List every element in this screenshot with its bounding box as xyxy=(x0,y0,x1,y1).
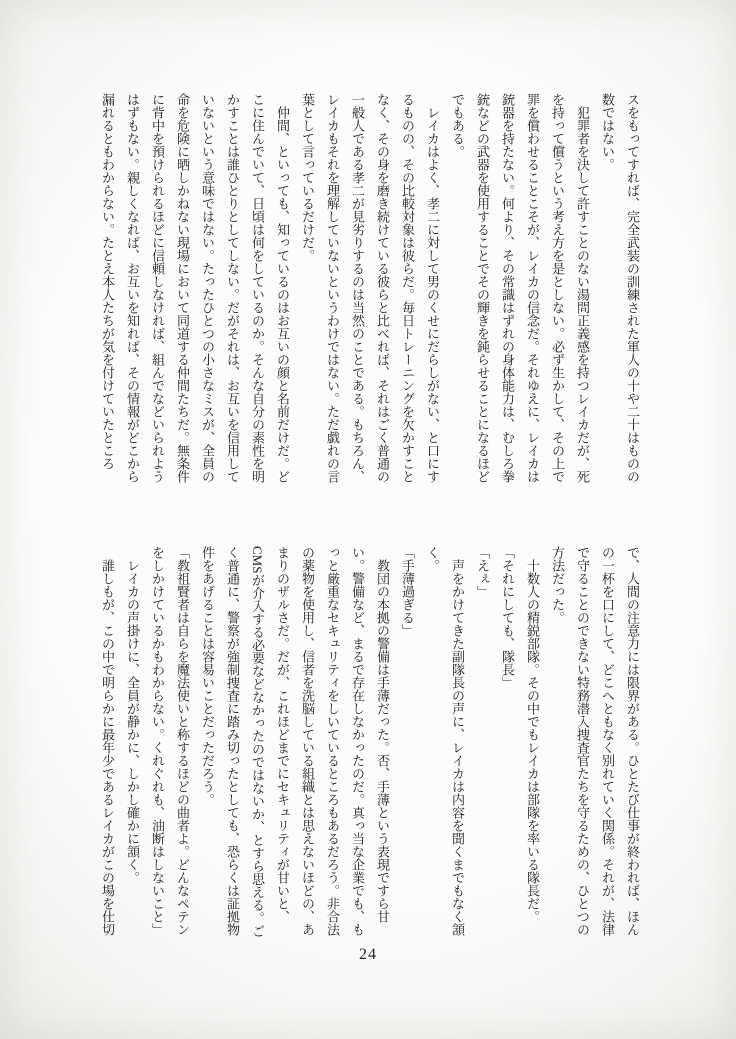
text-column: の一杯を口にして、どこへともなく別れていく関係。それが、法律 xyxy=(600,546,615,936)
text-column: に背中を預けられるほどに信頼しなければ、組んでなどいられよう xyxy=(150,93,165,483)
text-column: 「教祖賢者は自らを魔法使いと称するほどの曲者よ。どんなペテン xyxy=(175,546,190,936)
text-column: でもある。 xyxy=(450,93,465,158)
text-column: スをもってすれば、完全武装の訓練された軍人の十や二十はものの xyxy=(625,93,640,483)
text-column: レイカはよく、孝二に対して男のくせにだらしがない、と口にす xyxy=(425,93,440,483)
text-column: 教団の本拠の警備は手薄だった。否、手薄という表現ですら甘 xyxy=(375,546,390,923)
text-column: CMSが介入する必要などなかったのではないか、とすら思える。ご xyxy=(250,546,265,938)
text-column: 罪を償わせることこそが、レイカの信念だ。それゆえに、レイカは xyxy=(525,93,540,483)
text-column: 一般人である孝二が見劣りするのは当然のことである。もちろん、 xyxy=(350,93,365,483)
text-column: をしかけているかもわからない。くれぐれも、油断はしないこと」 xyxy=(150,546,165,936)
text-column: の薬物を使用し、信者を洗脳している組織とは思えないほどの、あ xyxy=(300,546,315,936)
text-column: かすことは誰ひとりとしてしない。だがそれは、お互いを信用して xyxy=(225,93,240,483)
text-column: い。警備など、まるで存在しなかったのだ。真っ当な企業でも、も xyxy=(350,546,365,936)
text-column: 銃器を持たない。何より、その常識はずれの身体能力は、むしろ拳 xyxy=(500,93,515,483)
text-column: こに住んでいて、日頃は何をしているのか。そんな自分の素性を明 xyxy=(250,93,265,483)
text-column: 銃などの武器を使用することでその輝きを鈍らせることになるほど xyxy=(475,93,490,483)
text-column: 声をかけてきた副隊長の声に、レイカは内容を聞くまでもなく頷 xyxy=(450,546,465,936)
text-column: で、人間の注意力には限界がある。ひとたび仕事が終われば、ほん xyxy=(625,546,640,936)
text-column: を持って償うという考え方を是としない。必ず生かして、その上で xyxy=(550,93,565,483)
text-column: なく、その身を磨き続けている彼らと比べれば、それはごく普通の xyxy=(375,93,390,483)
text-block-bottom xyxy=(93,546,645,950)
text-column: 「手薄過ぎる」 xyxy=(400,546,415,637)
text-column: く。 xyxy=(425,546,440,572)
text-block-top xyxy=(93,93,645,497)
text-column: で守ることのできない特務潜入捜査官たちを守るための、ひとつの xyxy=(575,546,590,936)
text-column: 命を危険に晒しかねない現場において同道する仲間たちだ。無条件 xyxy=(175,93,190,483)
text-column: 仲間、といっても、知っているのはお互いの顔と名前だけだ。ど xyxy=(275,93,290,483)
text-column: はずもない。親しくなれば、お互いを知れば、その情報がどこから xyxy=(125,93,140,483)
text-column: 十数人の精鋭部隊。その中でもレイカは部隊を率いる隊長だ。 xyxy=(525,546,540,923)
text-column: 葉として言っているだけだ。 xyxy=(300,93,315,262)
text-column: 誰しもが、この中で明らかに最年少であるレイカがこの場を仕切 xyxy=(100,546,115,936)
text-column: レイカもそれを理解していないというわけではない。ただ戯れの言 xyxy=(325,93,340,483)
text-column: く普通に、警察が強制捜査に踏み切ったとしても、恐らくは証拠物 xyxy=(225,546,240,936)
text-column: 数ではない。 xyxy=(600,93,615,171)
text-column: まりのザルさだ。だが、これほどまでにセキュリティが甘いと、 xyxy=(275,546,290,923)
text-column: レイカの声掛けに、全員が静かに、しかし確かに頷く。 xyxy=(125,546,140,884)
page-number: 24 xyxy=(359,946,377,963)
text-column: 「それにしても、隊長」 xyxy=(500,546,515,689)
text-column: 犯罪者を決して許すことのない湯問正義感を持つレイカだが、死 xyxy=(575,93,590,483)
text-column: 漏れるともわからない。たとえ本人たちが気を付けていたところ xyxy=(100,93,115,470)
text-column: 方法だった。 xyxy=(550,546,565,624)
text-column: いないという意味ではない。たったひとつの小さなミスが、全員の xyxy=(200,93,215,483)
text-column: っと厳重なセキュリティをしいているところもあるだろう。非合法 xyxy=(325,546,340,936)
text-column: 件をあげることは容易いことだっただろう。 xyxy=(200,546,215,806)
text-column: るものの、その比較対象は彼らだ。毎日トレーニングを欠かすこと xyxy=(400,93,415,483)
text-column: 「えぇ」 xyxy=(475,546,490,598)
